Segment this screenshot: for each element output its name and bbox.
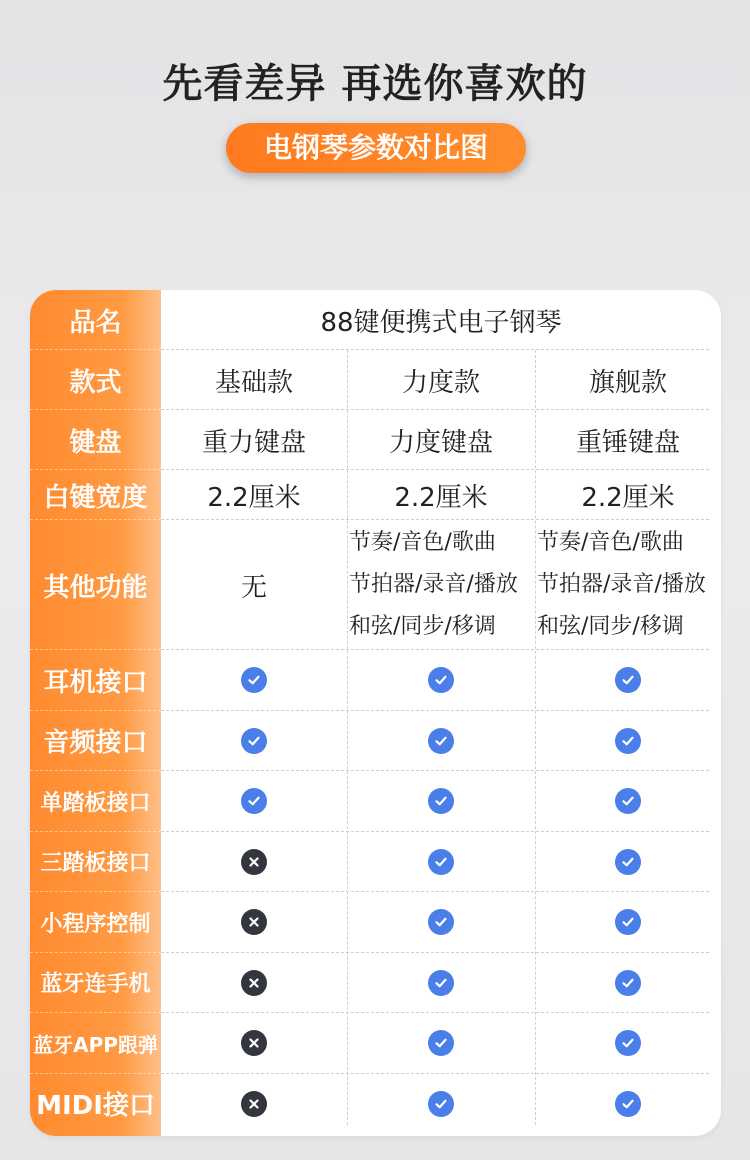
row-functions bbox=[30, 520, 721, 650]
function-line: 和弦/同步/移调 bbox=[349, 614, 496, 639]
feature-row bbox=[30, 650, 721, 711]
feature-force bbox=[347, 1013, 535, 1074]
feature-row bbox=[30, 1074, 721, 1135]
feature-force bbox=[347, 832, 535, 893]
feature-flagship bbox=[535, 1013, 721, 1074]
check-icon bbox=[615, 1091, 641, 1117]
check-icon bbox=[615, 667, 641, 693]
style-basic: 基础款 bbox=[214, 367, 293, 398]
feature-basic bbox=[161, 1013, 347, 1074]
row-label: 白键宽度 bbox=[43, 482, 148, 513]
check-icon bbox=[241, 728, 267, 754]
comparison-table bbox=[30, 290, 721, 1136]
row-keyboard bbox=[30, 410, 721, 470]
row-label: 小程序控制 bbox=[40, 911, 151, 937]
keyboard-force: 力度键盘 bbox=[388, 427, 493, 458]
feature-flagship bbox=[535, 892, 721, 953]
width-force: 2.2厘米 bbox=[394, 482, 488, 513]
feature-row bbox=[30, 832, 721, 893]
function-line: 节拍器/录音/播放 bbox=[349, 572, 518, 597]
keyboard-flagship: 重锤键盘 bbox=[575, 427, 680, 458]
row-label: 音频接口 bbox=[43, 728, 148, 759]
check-icon bbox=[428, 1091, 454, 1117]
row-label: 蓝牙APP跟弹 bbox=[33, 1032, 158, 1057]
style-flagship: 旗舰款 bbox=[588, 367, 667, 398]
feature-force bbox=[347, 1074, 535, 1135]
feature-basic bbox=[161, 650, 347, 711]
width-flagship: 2.2厘米 bbox=[581, 482, 675, 513]
cross-icon bbox=[241, 909, 267, 935]
check-icon bbox=[428, 909, 454, 935]
row-label: MIDI接口 bbox=[36, 1091, 155, 1122]
row-key-width bbox=[30, 470, 721, 520]
feature-flagship bbox=[535, 711, 721, 772]
row-label: 键盘 bbox=[69, 427, 122, 458]
feature-flagship bbox=[535, 650, 721, 711]
check-icon bbox=[615, 728, 641, 754]
check-icon bbox=[428, 728, 454, 754]
style-force: 力度款 bbox=[401, 367, 480, 398]
check-icon bbox=[428, 970, 454, 996]
feature-force bbox=[347, 711, 535, 772]
row-label: 蓝牙连手机 bbox=[40, 972, 151, 998]
check-icon bbox=[241, 788, 267, 814]
feature-force bbox=[347, 953, 535, 1014]
width-basic: 2.2厘米 bbox=[207, 482, 301, 513]
feature-basic bbox=[161, 1074, 347, 1135]
functions-flagship bbox=[535, 520, 721, 650]
row-label: 三踏板接口 bbox=[40, 851, 151, 877]
check-icon bbox=[615, 849, 641, 875]
cross-icon bbox=[241, 970, 267, 996]
row-style bbox=[30, 350, 721, 410]
keyboard-basic: 重力键盘 bbox=[201, 427, 306, 458]
feature-basic bbox=[161, 711, 347, 772]
check-icon bbox=[615, 1030, 641, 1056]
cross-icon bbox=[241, 849, 267, 875]
row-label: 耳机接口 bbox=[43, 667, 148, 698]
row-product-name bbox=[30, 290, 721, 350]
feature-force bbox=[347, 650, 535, 711]
feature-flagship bbox=[535, 832, 721, 893]
row-label: 单踏板接口 bbox=[40, 790, 151, 816]
check-icon bbox=[428, 667, 454, 693]
feature-row bbox=[30, 711, 721, 772]
feature-basic bbox=[161, 832, 347, 893]
feature-row bbox=[30, 892, 721, 953]
feature-row bbox=[30, 953, 721, 1014]
check-icon bbox=[615, 970, 641, 996]
check-icon bbox=[428, 849, 454, 875]
functions-force bbox=[347, 520, 537, 650]
check-icon bbox=[241, 667, 267, 693]
row-label: 其他功能 bbox=[43, 572, 148, 603]
feature-flagship bbox=[535, 771, 721, 832]
check-icon bbox=[615, 909, 641, 935]
row-label: 款式 bbox=[69, 367, 122, 398]
row-label: 品名 bbox=[69, 307, 122, 338]
feature-force bbox=[347, 892, 535, 953]
function-line: 和弦/同步/移调 bbox=[537, 614, 684, 639]
cross-icon bbox=[241, 1030, 267, 1056]
function-line: 节拍器/录音/播放 bbox=[537, 572, 706, 597]
function-line: 节奏/音色/歌曲 bbox=[537, 530, 684, 555]
comparison-badge: 电钢琴参数对比图 bbox=[226, 123, 526, 173]
feature-basic bbox=[161, 892, 347, 953]
cross-icon bbox=[241, 1091, 267, 1117]
product-name: 88键便携式电子钢琴 bbox=[320, 307, 562, 338]
page-headline: 先看差异 再选你喜欢的 bbox=[162, 61, 588, 107]
function-line: 节奏/音色/歌曲 bbox=[349, 530, 496, 555]
check-icon bbox=[428, 1030, 454, 1056]
feature-row bbox=[30, 1013, 721, 1074]
functions-basic: 无 bbox=[240, 572, 267, 603]
feature-row bbox=[30, 771, 721, 832]
feature-flagship bbox=[535, 1074, 721, 1135]
feature-basic bbox=[161, 771, 347, 832]
check-icon bbox=[615, 788, 641, 814]
feature-flagship bbox=[535, 953, 721, 1014]
feature-force bbox=[347, 771, 535, 832]
check-icon bbox=[428, 788, 454, 814]
feature-basic bbox=[161, 953, 347, 1014]
